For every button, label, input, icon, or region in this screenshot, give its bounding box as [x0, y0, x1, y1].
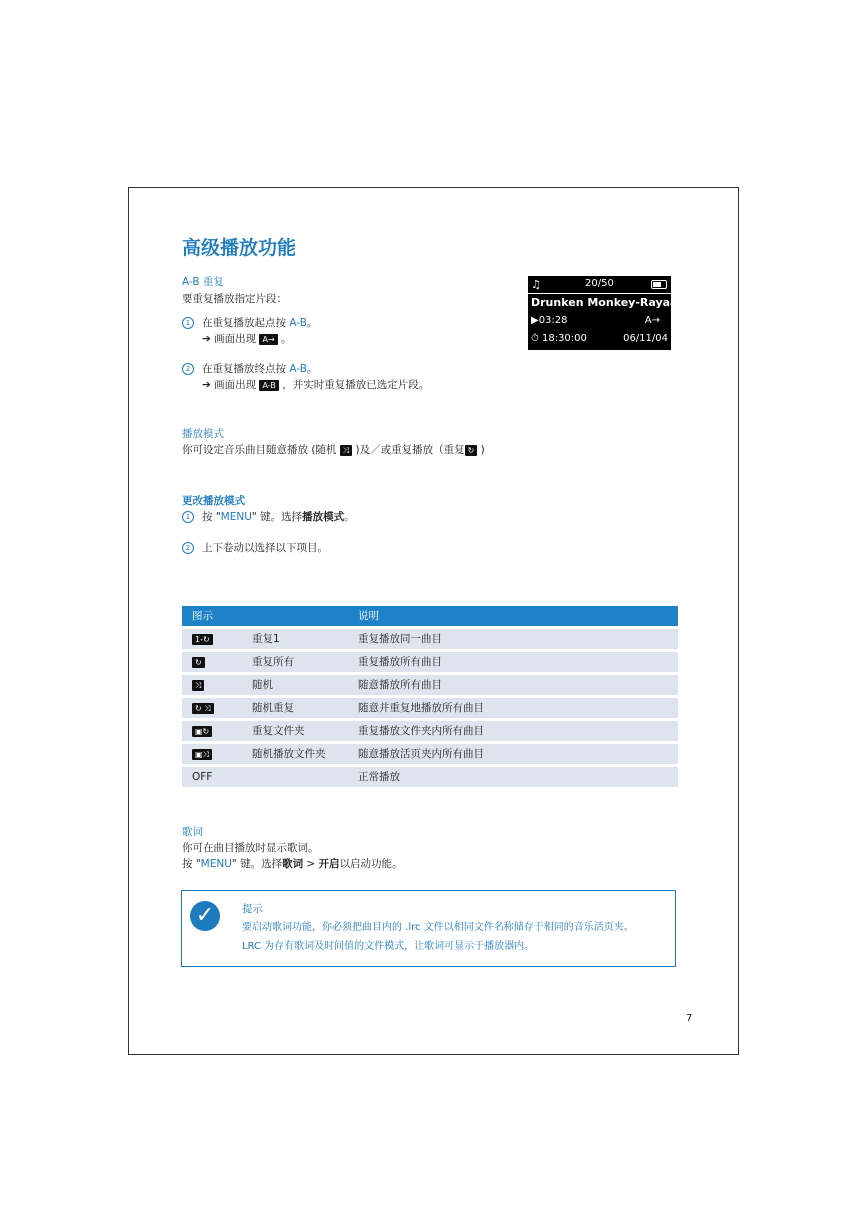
step-number: 1: [182, 317, 194, 329]
tip-line-2: LRC 为存有歌词及时间值的文件模式，让歌词可显示于播放器内。: [242, 941, 535, 952]
screen-time-row: [531, 315, 668, 326]
mode-name: 重复1: [252, 633, 280, 645]
mode-desc: 随意播放所有曲目: [358, 679, 442, 691]
page-number: 7: [686, 1013, 693, 1024]
table-row: [182, 698, 678, 718]
lyrics-option: 歌词: [282, 858, 304, 870]
text-part: )及／或重复播放（重复: [352, 444, 465, 456]
step-number: 1: [182, 511, 194, 523]
step-text-end: 。: [306, 363, 318, 375]
checkmark-icon: ✓: [190, 901, 220, 931]
tip-box: [181, 890, 676, 967]
mode-table: [182, 606, 678, 787]
ab-key: A-B: [289, 317, 307, 329]
table-row: [182, 721, 678, 741]
text-part: 按 ": [202, 511, 221, 523]
mode-icon: [192, 629, 213, 649]
text-part: " 键。选择: [251, 511, 303, 523]
table-row: [182, 675, 678, 695]
tip-heading: 提示: [242, 903, 263, 915]
music-note-icon: ♫: [531, 278, 541, 291]
repeat-one-icon: 1-↻: [192, 634, 213, 645]
text-part: " 键。选择: [231, 858, 283, 870]
text-part: 你可设定音乐曲目随意播放 (随机: [182, 444, 340, 456]
ab-step-2-result: [202, 377, 429, 392]
text-part: 按 ": [182, 858, 201, 870]
song-title: Drunken Monkey-Rayaa: [531, 296, 678, 309]
shuffle-icon: ⤨: [192, 680, 204, 691]
a-arrow-icon: A→: [259, 334, 277, 345]
mode-icon: [192, 675, 204, 695]
text-part: 上下卷动以选择以下项目。: [202, 542, 328, 554]
ab-icon: A-B: [259, 380, 278, 391]
lyrics-line-2: [182, 856, 403, 871]
result-text: ➔ 画面出现: [202, 379, 257, 391]
mode-desc: 随意播放活页夹内所有曲目: [358, 748, 484, 760]
table-header: [182, 606, 678, 626]
ab-step-1-result: [202, 331, 292, 346]
mode-icon: [192, 721, 212, 741]
step-text: 在重复播放起点按: [202, 317, 290, 329]
change-mode-step-2: [182, 540, 328, 555]
mode-desc: 正常播放: [358, 771, 400, 783]
mode-name: 重复文件夹: [252, 725, 305, 737]
clock: ⏱ 18:30:00: [531, 333, 587, 344]
result-text: ➔ 画面出现: [202, 333, 257, 345]
result-text-end: ，并实时重复播放已选定片段。: [282, 379, 430, 391]
shuffle-icon: ⤨: [340, 445, 352, 456]
track-count: 20/50: [585, 278, 614, 289]
device-screen: [528, 276, 678, 350]
table-row: [182, 744, 678, 764]
table-row: [182, 767, 678, 787]
mode-icon-text: OFF: [192, 771, 213, 783]
mode-name: 重复所有: [252, 656, 294, 668]
ab-repeat-intro: 要重复播放指定片段：: [182, 293, 287, 305]
ab-repeat-heading: A-B 重复: [182, 276, 224, 288]
menu-key: MENU: [220, 511, 252, 523]
table-row: [182, 652, 678, 672]
text-part: >: [303, 858, 319, 870]
play-mode-option: 播放模式: [302, 511, 345, 523]
menu-key: MENU: [200, 858, 232, 870]
screen-clock-row: [531, 333, 668, 344]
header-icon: 图示: [192, 610, 213, 622]
step-text-end: 。: [306, 317, 318, 329]
mode-name: 随机重复: [252, 702, 294, 714]
ab-step-2: [182, 361, 317, 376]
elapsed-time: ▶03:28: [531, 315, 568, 326]
result-text-end: 。: [281, 333, 292, 345]
shuffle-folder-icon: ▣⤨: [192, 749, 212, 760]
mode-desc: 重复播放文件夹内所有曲目: [358, 725, 484, 737]
mode-icon: [192, 744, 212, 764]
change-mode-heading: 更改播放模式: [182, 495, 245, 507]
mode-icon: [192, 698, 214, 718]
play-mode-text: [182, 442, 485, 457]
screen-status-row: [531, 278, 668, 292]
lyrics-line-1: 你可在曲目播放时显示歌词。: [182, 842, 319, 854]
ab-indicator: A→: [644, 315, 660, 326]
ab-step-1: [182, 315, 317, 330]
repeat-folder-icon: ▣↻: [192, 726, 212, 737]
battery-icon: [651, 280, 667, 289]
step-number: 2: [182, 542, 194, 554]
mode-name: 随机: [252, 679, 273, 691]
step-text: 在重复播放终点按: [202, 363, 290, 375]
on-option: 开启: [318, 858, 340, 870]
shuffle-repeat-icon: ↻ ⤨: [192, 703, 214, 714]
table-row: [182, 629, 678, 649]
mode-desc: 重复播放同一曲目: [358, 633, 442, 645]
mode-name: 随机播放文件夹: [252, 748, 326, 760]
mode-desc: 重复播放所有曲目: [358, 656, 442, 668]
date: 06/11/04: [623, 333, 668, 344]
mode-desc: 随意并重复地播放所有曲目: [358, 702, 484, 714]
repeat-icon: ↻: [465, 445, 478, 456]
text-part: 以启动功能。: [339, 858, 403, 870]
ab-key: A-B: [289, 363, 307, 375]
change-mode-step-1: [182, 509, 355, 524]
lyrics-heading: 歌词: [182, 826, 203, 838]
text-part: 。: [344, 511, 355, 523]
play-mode-heading: 播放模式: [182, 428, 224, 440]
page-title: 高级播放功能: [182, 237, 297, 259]
mode-icon: [192, 652, 205, 672]
text-part: ): [477, 444, 485, 456]
header-desc: 说明: [358, 610, 379, 622]
repeat-all-icon: ↻: [192, 657, 205, 668]
step-number: 2: [182, 363, 194, 375]
tip-line-1: 要启动歌词功能，你必须把曲目内的 .lrc 文件以相同文件名称储存于相同的音乐活页夹。: [242, 922, 634, 933]
